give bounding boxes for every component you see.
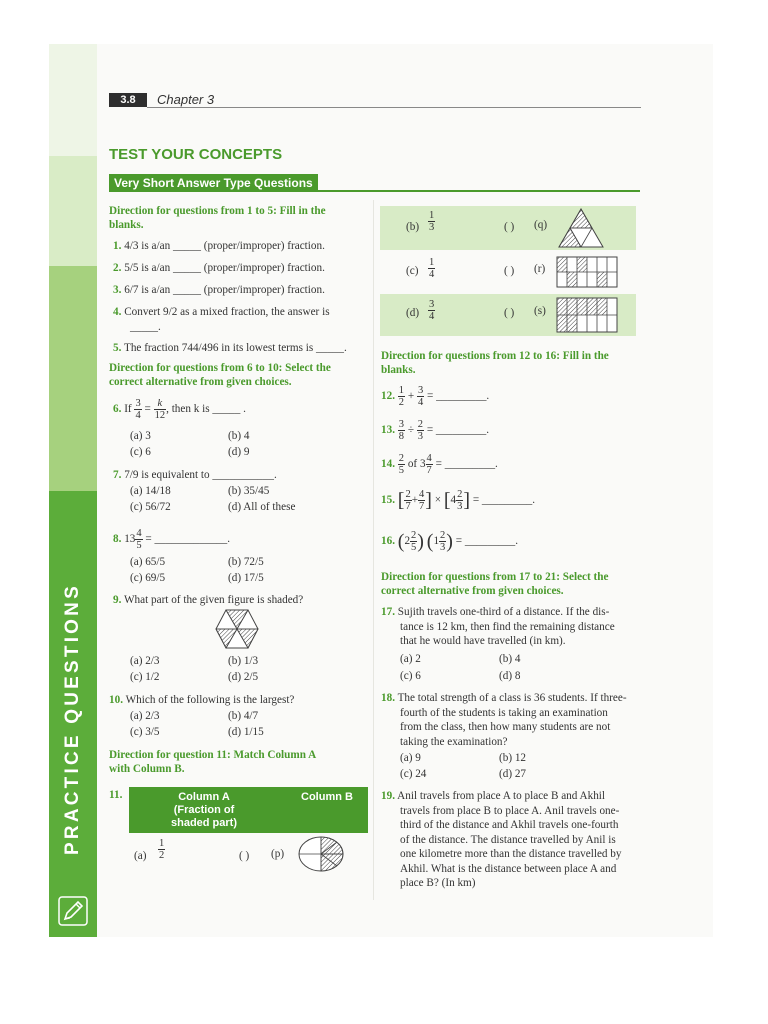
header-line: (Fraction of — [173, 804, 235, 816]
row-label: (c) — [406, 265, 419, 277]
option-b: (b) 4/7 — [228, 710, 259, 722]
question-18 — [381, 691, 643, 749]
option-c: (c) 1/2 — [130, 671, 160, 683]
numerator: 2 — [405, 489, 411, 500]
question-text: place B? (In km) — [400, 877, 476, 889]
denominator: 12 — [154, 410, 166, 421]
option-b: (b) 12 — [499, 752, 527, 764]
option-d: (d) 17/5 — [228, 572, 264, 584]
direction-12-16 — [381, 349, 643, 377]
question-1 — [113, 239, 325, 254]
option-c: (c) 3/5 — [130, 726, 160, 738]
numerator: 4 — [419, 489, 425, 500]
numerator: 3 — [429, 299, 435, 310]
fraction — [398, 385, 405, 408]
question-text: 7/9 is equivalent to ___________. — [124, 469, 277, 481]
question-text: Akhil. What is the distance between place A and — [400, 862, 617, 875]
question-number: 1. — [113, 240, 122, 252]
question-text: Which of the following is the largest? — [125, 694, 295, 706]
question-text: = _________. — [426, 390, 490, 403]
answer-blank: ( ) — [504, 265, 515, 277]
question-number: 4. — [113, 306, 122, 318]
option-a: (a) 65/5 — [130, 556, 166, 568]
match-row-b — [380, 206, 636, 250]
match-row-d — [380, 294, 636, 336]
match-row-c — [380, 252, 636, 292]
question-19 — [381, 789, 643, 891]
whole-number: 4 — [450, 494, 457, 507]
numerator: 1 — [159, 838, 165, 849]
direction-line: blanks. — [109, 219, 144, 231]
question-number: 5. — [113, 342, 122, 354]
question-5 — [113, 341, 347, 356]
fraction — [134, 398, 141, 421]
denominator: 4 — [429, 311, 435, 322]
fraction — [426, 453, 433, 476]
fraction — [428, 210, 435, 233]
denominator: 5 — [398, 465, 405, 476]
denominator: 5 — [411, 542, 417, 553]
question-text: What part of the given figure is shaded? — [124, 594, 304, 606]
numerator: 3 — [398, 419, 405, 430]
question-text: one kilometre more than the distance travelled by — [400, 848, 622, 860]
option-a: (a) 2 — [400, 653, 421, 665]
option-d: (d) 27 — [499, 768, 527, 780]
direction-line: Direction for questions from 1 to 5: Fill in the — [109, 205, 326, 217]
question-9 — [113, 593, 303, 608]
direction-line: Direction for questions from 17 to 21: Select the — [381, 571, 609, 583]
question-text: = _________. — [435, 458, 498, 471]
question-number: 2. — [113, 262, 122, 274]
question-13 — [381, 419, 489, 442]
option-d: (d) 8 — [499, 670, 521, 682]
question-text: Anil travels from place A to place B and Akhil — [397, 790, 606, 802]
option-a: (a) 9 — [400, 752, 421, 764]
question-6 — [113, 398, 246, 421]
question-text: of the distance. The distance travelled by Anil is — [400, 833, 616, 846]
question-7 — [113, 468, 277, 483]
question-14 — [381, 453, 498, 476]
question-12 — [381, 385, 489, 408]
question-number: 6. — [113, 403, 122, 416]
operator: × — [434, 494, 442, 507]
option-d: (d) 9 — [228, 446, 250, 458]
question-text: = _________. — [455, 535, 518, 548]
question-text: taking the examination? — [400, 735, 508, 748]
question-4 — [113, 305, 369, 334]
option-d: (d) All of these — [228, 501, 296, 513]
header-line: Column A — [178, 791, 230, 803]
question-text: from the class, then how many students are not — [400, 721, 611, 733]
fraction — [428, 299, 435, 322]
numerator: 2 — [440, 530, 446, 541]
option-b: (b) 1/3 — [228, 655, 259, 667]
question-15 — [381, 489, 535, 512]
answer-blank: ( ) — [504, 221, 515, 233]
row-label: (b) — [406, 221, 420, 233]
question-text: Sujith travels one-third of a distance. If the dis- — [397, 606, 610, 618]
question-number: 15. — [381, 494, 395, 507]
numerator: 2 — [417, 419, 424, 430]
grid-figure — [556, 297, 618, 333]
direction-line: correct alternative from given choices. — [381, 585, 564, 597]
question-number: 3. — [113, 284, 122, 296]
bracket: ] — [463, 489, 471, 512]
question-text: , then k is _____ . — [166, 403, 246, 416]
chapter-title: Chapter 3 — [157, 92, 215, 107]
question-text: If — [124, 403, 132, 416]
option-c: (c) 24 — [400, 768, 427, 780]
paren: ( — [397, 530, 405, 553]
answer-blank: ( ) — [504, 307, 515, 319]
question-text: 5/5 is a/an _____ (proper/improper) fraction. — [124, 262, 325, 274]
bracket: [ — [443, 489, 451, 512]
fraction — [428, 257, 435, 280]
question-number: 7. — [113, 469, 122, 481]
direction-line: Direction for question 11: Match Column A — [109, 749, 317, 761]
direction-6-10 — [109, 361, 371, 389]
denominator: 3 — [417, 431, 424, 442]
fraction — [417, 419, 424, 442]
column-divider — [373, 200, 374, 900]
triangle-figure — [558, 208, 604, 248]
fraction — [404, 489, 411, 512]
question-text: Convert 9/2 as a mixed fraction, the answer is — [124, 306, 330, 318]
option-b: (b) 72/5 — [228, 556, 264, 568]
side-band — [49, 266, 97, 491]
question-text: The fraction 744/496 in its lowest terms is _____. — [124, 342, 347, 354]
denominator: 2 — [398, 397, 405, 408]
whole-number: 2 — [404, 535, 411, 548]
operator: ÷ — [407, 424, 414, 437]
direction-line: blanks. — [381, 364, 416, 376]
fraction — [398, 453, 405, 476]
question-8 — [113, 528, 230, 551]
option-a: (a) 3 — [130, 430, 151, 442]
match-label: (p) — [271, 848, 285, 860]
section-heading: Very Short Answer Type Questions — [109, 174, 318, 192]
numerator: 4 — [136, 528, 142, 539]
denominator: 7 — [405, 501, 411, 512]
question-11 — [109, 788, 122, 803]
option-b: (b) 35/45 — [228, 485, 270, 497]
question-2 — [113, 261, 325, 276]
question-text: 6/7 is a/an _____ (proper/improper) fraction. — [124, 284, 325, 296]
option-d: (d) 2/5 — [228, 671, 259, 683]
option-a: (a) 14/18 — [130, 485, 171, 497]
grid-figure — [556, 256, 618, 288]
question-10 — [109, 693, 294, 708]
page-title: TEST YOUR CONCEPTS — [109, 146, 283, 163]
question-number: 16. — [381, 535, 395, 548]
denominator: 2 — [159, 850, 165, 861]
side-band — [49, 156, 97, 266]
answer-blank: ( ) — [239, 850, 250, 862]
denominator: 8 — [398, 431, 405, 442]
numerator: k — [154, 398, 167, 410]
fraction — [398, 419, 405, 442]
match-label: (r) — [534, 263, 546, 275]
numerator: 4 — [426, 453, 432, 464]
paren: ( — [426, 530, 434, 553]
denominator: 3 — [429, 222, 435, 233]
question-text: = _________. — [426, 424, 490, 437]
direction-line: correct alternative from given choices. — [109, 376, 292, 388]
question-number: 10. — [109, 694, 123, 706]
question-text: _____. — [130, 320, 161, 333]
side-label — [55, 544, 91, 894]
direction-11 — [109, 748, 371, 776]
option-c: (c) 56/72 — [130, 501, 171, 513]
page-number: 3.8 — [109, 93, 147, 107]
question-17 — [381, 605, 643, 649]
side-band — [49, 44, 97, 156]
denominator: 3 — [457, 501, 463, 512]
question-text: = _____________. — [145, 533, 231, 546]
equals-sign: = — [144, 403, 151, 416]
option-a: (a) 2/3 — [130, 655, 160, 667]
denominator: 4 — [429, 269, 435, 280]
option-c: (c) 6 — [130, 446, 151, 458]
option-c: (c) 69/5 — [130, 572, 166, 584]
question-number: 8. — [113, 533, 122, 546]
question-16 — [381, 530, 518, 553]
paren: ) — [446, 530, 453, 553]
numerator: 1 — [398, 385, 405, 396]
denominator: 4 — [417, 397, 424, 408]
option-d: (d) 1/15 — [228, 726, 264, 738]
option-c: (c) 6 — [400, 670, 421, 682]
numerator: 3 — [135, 398, 141, 409]
question-text: fourth of the students is taking an examination — [400, 706, 608, 719]
fraction — [154, 398, 167, 421]
bracket: [ — [397, 489, 405, 512]
question-text: travels from place B to place A. Anil travels one- — [400, 804, 620, 817]
row-label: (d) — [406, 307, 420, 319]
whole-number: 1 — [433, 535, 440, 548]
question-number: 12. — [381, 390, 395, 403]
fraction — [135, 528, 142, 551]
question-number: 14. — [381, 458, 395, 471]
fraction — [417, 385, 424, 408]
header-line: shaded part) — [170, 817, 237, 829]
option-a: (a) 2/3 — [130, 710, 160, 722]
row-label: (a) — [134, 850, 147, 862]
question-text: third of the distance and Akhil travels one-fourth — [400, 819, 619, 831]
question-text: The total strength of a class is 36 students. If three- — [397, 692, 627, 704]
denominator: 5 — [136, 540, 142, 551]
question-number: 17. — [381, 606, 395, 618]
question-text: 4/3 is a/an _____ (proper/improper) fraction. — [124, 240, 325, 252]
denominator: 4 — [135, 410, 141, 421]
option-b: (b) 4 — [499, 653, 521, 665]
direction-line: with Column B. — [109, 763, 185, 775]
question-number: 11. — [109, 789, 123, 801]
pencil-icon — [58, 896, 88, 926]
match-label: (s) — [534, 305, 546, 317]
header-rule — [147, 107, 641, 108]
column-a-header — [159, 791, 249, 830]
operator: + — [407, 390, 415, 403]
question-number: 19. — [381, 790, 395, 802]
numerator: 2 — [411, 530, 417, 541]
direction-line: Direction for questions from 6 to 10: Select the — [109, 362, 331, 374]
question-3 — [113, 283, 325, 298]
match-table-header — [129, 787, 368, 833]
numerator: 2 — [457, 489, 463, 500]
numerator: 1 — [429, 210, 435, 221]
question-number: 13. — [381, 424, 395, 437]
whole-number: 13 — [124, 533, 136, 546]
question-number: 9. — [113, 594, 122, 606]
direction-1-5 — [109, 204, 369, 232]
denominator: 7 — [419, 501, 425, 512]
question-text: that he would have travelled (in km). — [400, 635, 566, 647]
question-text: of 3 — [407, 458, 426, 471]
denominator: 7 — [426, 465, 432, 476]
hexagon-figure — [215, 609, 259, 649]
column-b-header: Column B — [301, 791, 353, 803]
operator: + — [411, 494, 419, 507]
match-label: (q) — [534, 219, 548, 231]
option-b: (b) 4 — [228, 430, 250, 442]
question-text: tance is 12 km, then find the remaining distance — [400, 620, 615, 633]
direction-line: Direction for questions from 12 to 16: Fill in the — [381, 350, 609, 362]
paren: ) — [417, 530, 424, 553]
numerator: 3 — [417, 385, 424, 396]
section-rule — [109, 190, 640, 192]
numerator: 2 — [398, 453, 405, 464]
denominator: 3 — [440, 542, 446, 553]
side-label-text: PRACTICE QUESTIONS — [62, 583, 83, 855]
question-number: 18. — [381, 692, 395, 704]
bracket: ] — [425, 489, 432, 512]
numerator: 1 — [429, 257, 435, 268]
fraction — [158, 838, 165, 861]
question-text: = _________. — [472, 494, 536, 507]
circle-figure — [297, 835, 345, 873]
direction-17-21 — [381, 570, 643, 598]
